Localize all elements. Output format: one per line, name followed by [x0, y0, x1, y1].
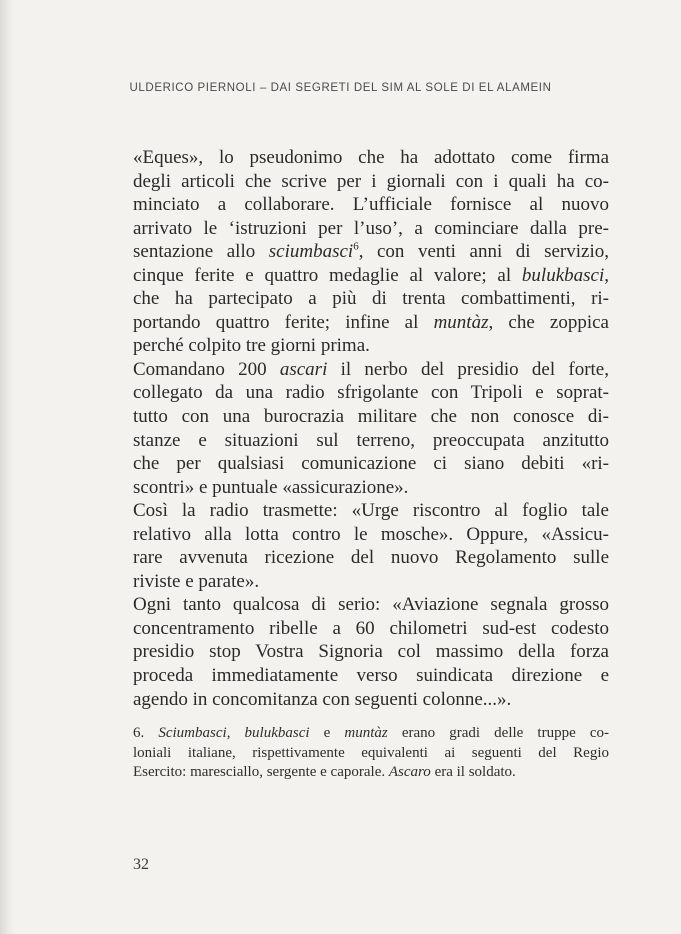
italic-term: bulukbasci	[521, 264, 605, 286]
italic-term: Sciumbasci	[158, 725, 227, 741]
body-line	[133, 334, 609, 358]
body-line	[133, 381, 609, 405]
text-run: , con venti anni di servizio,	[358, 241, 609, 263]
body-line	[133, 146, 609, 170]
text-run: 6.	[133, 725, 159, 741]
text-run: , che zoppica	[488, 311, 609, 333]
text-run: collegato da una radio sfrigolante con Tripoli e soprat-	[133, 382, 609, 404]
body-line	[133, 593, 609, 617]
text-run: arrivato le ‘istruzioni per l’uso’, a cominciare dalla pre-	[133, 217, 609, 239]
body-line	[133, 240, 609, 264]
text-run: il nerbo del presidio del forte,	[327, 358, 609, 380]
text-run: minciato a collaborare. L’ufficiale fornisce al nuovo	[133, 194, 609, 216]
body-line	[133, 264, 609, 288]
text-run: Così la radio trasmette: «Urge riscontro al foglio tale	[133, 500, 609, 522]
body-line	[133, 523, 609, 547]
text-run: Esercito: maresciallo, sergente e caporale.	[133, 764, 389, 780]
body-line	[133, 217, 609, 241]
body-line	[133, 429, 609, 453]
body-line	[133, 358, 609, 382]
footnote-line	[133, 724, 609, 744]
text-run: portando quattro ferite; infine al	[133, 311, 434, 333]
text-run: era il soldato.	[430, 764, 516, 780]
text-run: riviste e parate».	[133, 570, 260, 592]
text-run: degli articoli che scrive per i giornali con i quali ha co-	[133, 170, 609, 192]
text-run: perché colpito tre giorni prima.	[133, 335, 370, 357]
body-line	[133, 452, 609, 476]
text-run: sentazione allo	[133, 241, 269, 263]
body-text	[133, 146, 609, 711]
text-run: che ha partecipato a più di trenta combattimenti, ri-	[133, 288, 609, 310]
body-line	[133, 311, 609, 335]
italic-term: ascari	[279, 358, 328, 380]
text-run: loniali italiane, rispettivamente equivalenti ai seguenti del Regio	[133, 744, 609, 761]
text-run: scontri» e puntuale «assicurazione».	[133, 476, 409, 498]
footnote-line	[133, 763, 609, 783]
italic-term: bulukbasci	[244, 725, 310, 741]
page-edge-shadow	[0, 0, 14, 934]
italic-term: muntàz	[344, 725, 388, 741]
text-run: che per qualsiasi comunicazione ci siano debiti «ri-	[133, 453, 609, 475]
body-line	[133, 570, 609, 594]
text-run: tutto con una burocrazia militare che non conosce di-	[133, 406, 609, 428]
body-line	[133, 405, 609, 429]
text-run: Comandano 200	[133, 358, 280, 380]
text-run: concentramento ribelle a 60 chilometri sud-est codesto	[133, 617, 609, 639]
footnote	[133, 724, 609, 783]
body-line	[133, 546, 609, 570]
body-line	[133, 688, 609, 712]
text-run: cinque ferite e quattro medaglie al valore; al	[133, 264, 522, 286]
body-line	[133, 193, 609, 217]
page-number: 32	[133, 856, 149, 873]
body-line	[133, 476, 609, 500]
text-run: Ogni tanto qualcosa di serio: «Aviazione segnala grosso	[133, 594, 609, 616]
text-run: stanze e situazioni sul terreno, preoccupata anzitutto	[133, 429, 609, 451]
body-line	[133, 287, 609, 311]
text-run: ,	[604, 264, 609, 286]
text-run: ,	[226, 725, 245, 741]
text-run: erano gradi delle truppe co-	[387, 725, 609, 741]
text-run: relativo alla lotta contro le mosche». Oppure, «Assicu-	[133, 523, 609, 545]
text-run: presidio stop Vostra Signoria col massimo della forza	[133, 641, 609, 663]
text-run: rare avvenuta ricezione del nuovo Regolamento sulle	[133, 547, 609, 569]
text-run: proceda immediatamente verso suindicata direzione e	[133, 665, 609, 687]
italic-term: Ascaro	[388, 764, 431, 780]
running-head: ULDERICO PIERNOLI – DAI SEGRETI DEL SIM AL SOLE DI EL ALAMEIN	[129, 82, 552, 94]
italic-term: sciumbasci	[268, 241, 354, 263]
body-line	[133, 170, 609, 194]
body-line	[133, 499, 609, 523]
text-run: «Eques», lo pseudonimo che ha adottato come firma	[133, 147, 609, 168]
text-run: e	[309, 725, 345, 741]
body-line	[133, 640, 609, 664]
body-line	[133, 617, 609, 641]
footnote-line	[133, 744, 609, 764]
footnote-marker: 6	[353, 240, 359, 253]
italic-term: muntàz	[433, 311, 489, 333]
body-line	[133, 664, 609, 688]
text-run: agendo in concomitanza con seguenti colonne...».	[133, 688, 512, 710]
